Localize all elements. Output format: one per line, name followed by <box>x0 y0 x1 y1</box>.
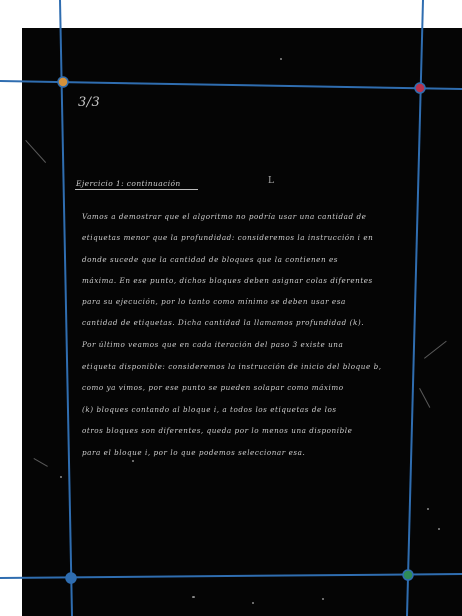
paragraph-line: cantidad de etiquetas. Dicha cantidad la llamamos profundidad (k). <box>82 318 365 328</box>
paragraph-line: Por último veamos que en cada iteración del paso 3 existe una <box>82 340 344 349</box>
paragraph-line: etiqueta disponible: consideremos la instrucción de inicio del bloque b, <box>82 361 382 371</box>
crop-edge-left[interactable] <box>60 0 72 616</box>
paragraph-line: donde sucede que la cantidad de bloques que la contienen es <box>82 254 339 264</box>
crop-handle-top-right[interactable] <box>415 83 425 93</box>
crop-handle-top-left[interactable] <box>58 77 68 87</box>
margin-mark: L <box>268 176 274 186</box>
paragraph-line: para su ejecución, por lo tanto como mínimo se deben usar esa <box>82 297 346 307</box>
exercise-title: Ejercicio 1: continuación <box>76 179 181 188</box>
paragraph-line: como ya vimos, por ese punto se pueden solapar como máximo <box>82 383 344 393</box>
paragraph-line: Vamos a demostrar que el algoritmo no podría usar una cantidad de <box>82 212 367 221</box>
paragraph-line: etiquetas menor que la profundidad: consideremos la instrucción i en <box>82 233 374 243</box>
paragraph-line: otros bloques son diferentes, queda por lo menos una disponible <box>82 426 353 436</box>
page-number: 3/3 <box>78 95 101 110</box>
paragraph-line: (k) bloques contando al bloque i, a todos los etiquetas de los <box>82 404 337 414</box>
paragraph-line: para el bloque i, por lo que podemos seleccionar esa. <box>82 447 306 457</box>
crop-handle-bottom-left[interactable] <box>66 573 76 583</box>
crop-edge-top[interactable] <box>0 81 462 89</box>
paragraph-line: máxima. En ese punto, dichos bloques deben asignar colas diferentes <box>82 275 373 285</box>
crop-handle-bottom-right[interactable] <box>403 570 413 580</box>
